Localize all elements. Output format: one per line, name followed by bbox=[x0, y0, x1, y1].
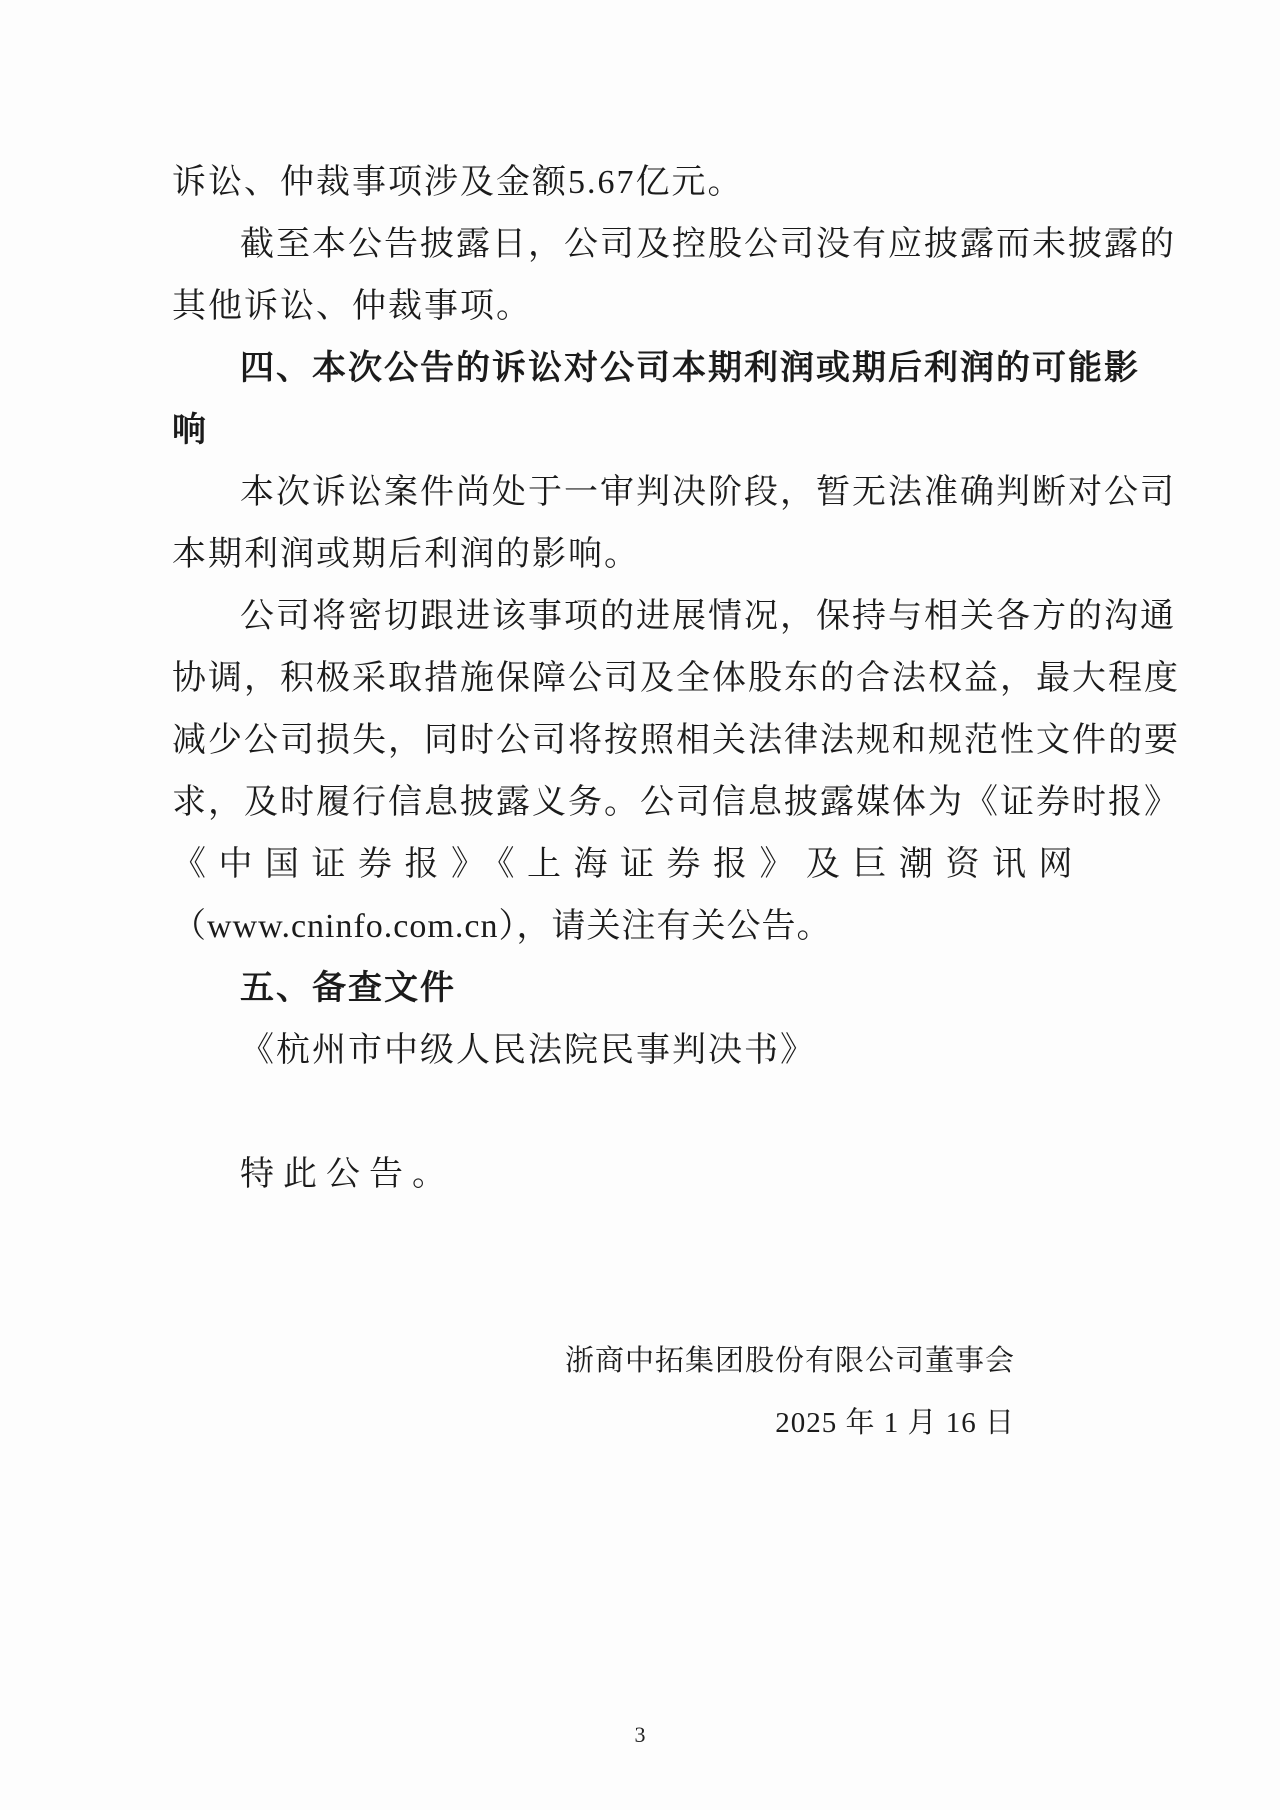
page-number: 3 bbox=[634, 1722, 646, 1747]
body-line: 诉讼、仲裁事项涉及金额5.67亿元。 bbox=[172, 164, 744, 201]
signature-date: 2025 年 1 月 16 日 bbox=[775, 1407, 1015, 1439]
body-line: 减少公司损失，同时公司将按照相关法律法规和规范性文件的要 bbox=[172, 722, 1180, 759]
body-line: 其他诉讼、仲裁事项。 bbox=[172, 288, 532, 325]
body-line: 本期利润或期后利润的影响。 bbox=[172, 536, 640, 573]
body-line: 截至本公告披露日，公司及控股公司没有应披露而未披露的 bbox=[240, 226, 1176, 263]
body-line: 公司将密切跟进该事项的进展情况，保持与相关各方的沟通 bbox=[240, 598, 1176, 635]
body-line: 求，及时履行信息披露义务。公司信息披露媒体为《证券时报》 bbox=[172, 784, 1180, 821]
reference-document-line: 《杭州市中级人民法院民事判决书》 bbox=[240, 1032, 816, 1069]
body-line: 协调，积极采取措施保障公司及全体股东的合法权益，最大程度 bbox=[172, 660, 1180, 697]
signature-company: 浙商中拓集团股份有限公司董事会 bbox=[564, 1345, 1015, 1377]
body-line-url: （www.cninfo.com.cn），请关注有关公告。 bbox=[172, 908, 832, 945]
section-heading-4: 四、本次公告的诉讼对公司本期利润或期后利润的可能影 bbox=[240, 350, 1140, 387]
closing-line: 特此公告。 bbox=[240, 1156, 455, 1193]
body-line: 本次诉讼案件尚处于一审判决阶段，暂无法准确判断对公司 bbox=[240, 474, 1176, 511]
signature-block bbox=[172, 1330, 1110, 1454]
body-line: 《中国证券报》《上海证券报》及巨潮资讯网 bbox=[172, 846, 1085, 883]
section-heading-5: 五、备查文件 bbox=[240, 970, 456, 1007]
blank-line bbox=[172, 1082, 1110, 1144]
section-heading-4-wrap: 响 bbox=[172, 412, 208, 449]
